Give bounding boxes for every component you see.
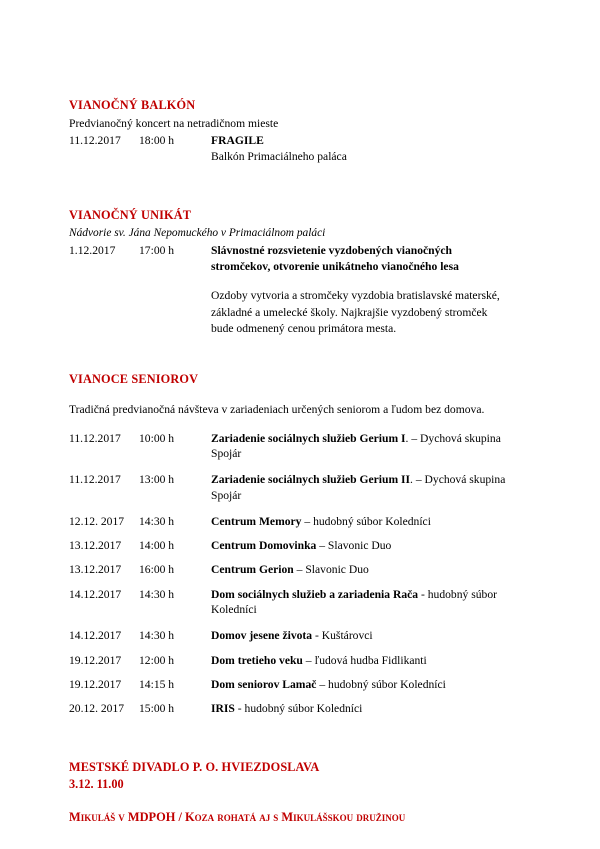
- event-description: [211, 431, 529, 462]
- event-performer: - hudobný súbor Koledníci: [211, 587, 497, 616]
- event-note-line-2: základné a umelecké školy. Najkrajšie vyzdobený stromček: [211, 305, 488, 319]
- table-row: [69, 472, 529, 503]
- event-performer: - hudobný súbor Koledníci: [234, 702, 363, 716]
- section-gap-2: [69, 338, 529, 372]
- event-performer: . – Dychová skupina Spojár: [211, 431, 501, 460]
- table-row: [69, 677, 529, 692]
- event-date: 19.12.2017: [69, 677, 122, 691]
- event-title: Dom seniorov Lamač: [211, 677, 317, 691]
- event-date: 13.12.2017: [69, 563, 122, 577]
- event-time: 16:00 h: [139, 563, 175, 577]
- event-time: 18:00 h: [139, 134, 175, 148]
- theatre-heading: MESTSKÉ DIVADLO P. O. HVIEZDOSLAVA: [69, 760, 320, 775]
- event-note-line-3: bude odmenený cenou primátora mesta.: [211, 322, 397, 336]
- event-description: [211, 472, 529, 503]
- table-row: [69, 628, 529, 643]
- note-indent-spacer: [69, 288, 211, 338]
- section-gap-1: [69, 164, 529, 208]
- event-title: Domov jesene života: [211, 629, 313, 643]
- table-row: [69, 514, 529, 529]
- document-content: [69, 98, 529, 825]
- event-date: 12.12. 2017: [69, 514, 125, 528]
- event-time: 10:00 h: [139, 431, 175, 445]
- event-title: [211, 243, 529, 274]
- event-venue: Balkón Primaciálneho paláca: [211, 149, 347, 163]
- event-performer: . – Dychová skupina Spojár: [211, 473, 506, 502]
- event-date: 11.12.2017: [69, 134, 121, 148]
- section-heading-balkon: VIANOČNÝ BALKÓN: [69, 98, 196, 112]
- event-description: [211, 701, 529, 716]
- event-row-fragile: [69, 133, 529, 148]
- event-date: 13.12.2017: [69, 539, 122, 553]
- event-performer: – hudobný súbor Koledníci: [316, 677, 446, 691]
- event-title: Dom tretieho veku: [211, 653, 303, 667]
- event-performer: – Slavonic Duo: [293, 563, 369, 577]
- section-heading-unikat: VIANOČNÝ UNIKÁT: [69, 208, 192, 223]
- event-description: [211, 514, 529, 529]
- event-time: 14:15 h: [139, 677, 175, 691]
- theatre-date-time: 3.12. 11.00: [69, 777, 124, 792]
- event-performer: – ľudová hudba Fidlikanti: [302, 653, 427, 667]
- event-title: Zariadenie sociálnych služieb Gerium I: [211, 431, 406, 445]
- event-description: [211, 538, 529, 553]
- event-row-rozsvietenie: [69, 243, 529, 274]
- theatre-show-title: Mikuláš v MDPOH / Koza rohatá aj s Mikulášskou družinou: [69, 809, 406, 824]
- table-row: [69, 653, 529, 668]
- event-title: Centrum Domovinka: [211, 539, 317, 553]
- event-performer: – hudobný súbor Koledníci: [301, 514, 431, 528]
- venue-indent-spacer: [69, 149, 211, 164]
- event-description: [211, 587, 529, 618]
- section-mestske-divadlo: [69, 759, 529, 825]
- table-row: [69, 587, 529, 618]
- event-date: 11.12.2017: [69, 473, 121, 487]
- event-time: 13:00 h: [139, 473, 175, 487]
- event-venue-line: [69, 149, 529, 164]
- event-time: 14:30 h: [139, 629, 175, 643]
- event-time: 14:30 h: [139, 514, 175, 528]
- event-description: [211, 653, 529, 668]
- event-title-line-2: stromčekov, otvorenie unikátneho vianočného lesa: [211, 259, 459, 273]
- event-note-block: [69, 288, 529, 338]
- event-title: Centrum Gerion: [211, 563, 294, 577]
- section-heading-seniorov: VIANOCE SENIOROV: [69, 372, 199, 387]
- section-subtitle-unikat: Nádvorie sv. Jána Nepomuckého v Primaciálnom paláci: [69, 227, 326, 240]
- theatre-gap: [69, 793, 529, 809]
- section-vianocny-unikat: [69, 208, 529, 338]
- event-time: 12:00 h: [139, 653, 175, 667]
- event-performer: – Slavonic Duo: [316, 539, 392, 553]
- event-description: [211, 677, 529, 692]
- event-date: 11.12.2017: [69, 431, 121, 445]
- event-note-line-1: Ozdoby vytvoria a stromčeky vyzdobia bratislavské materské,: [211, 288, 500, 302]
- event-title: Zariadenie sociálnych služieb Gerium II: [211, 473, 411, 487]
- event-title: Centrum Memory: [211, 514, 302, 528]
- section-vianocny-balkon: [69, 98, 529, 164]
- event-title: Dom sociálnych služieb a zariadenia Rača: [211, 587, 419, 601]
- event-date: 19.12.2017: [69, 653, 122, 667]
- event-date: 14.12.2017: [69, 587, 122, 601]
- event-time: 15:00 h: [139, 702, 175, 716]
- event-title: IRIS: [211, 702, 235, 716]
- event-note: [211, 288, 511, 338]
- event-date: 14.12.2017: [69, 629, 122, 643]
- event-title-line-1: Slávnostné rozsvietenie vyzdobených vianočných: [211, 244, 453, 258]
- section-subtitle-balkon: Predvianočný koncert na netradičnom mieste: [69, 117, 279, 131]
- event-performer: - Kuštárovci: [312, 629, 373, 643]
- event-time: 14:00 h: [139, 539, 175, 553]
- event-date: 20.12. 2017: [69, 702, 125, 716]
- section-vianoce-seniorov: [69, 372, 529, 716]
- event-title: FRAGILE: [211, 134, 264, 148]
- section-intro-seniorov: Tradičná predvianočná návšteva v zariadeniach určených seniorom a ľudom bez domova.: [69, 402, 485, 416]
- senior-events-list: [69, 431, 529, 717]
- event-description: [211, 562, 529, 577]
- table-row: [69, 538, 529, 553]
- event-time: 14:30 h: [139, 587, 175, 601]
- event-time: 17:00 h: [139, 244, 175, 258]
- section-gap-3: [69, 725, 529, 759]
- table-row: [69, 562, 529, 577]
- table-row: [69, 431, 529, 462]
- event-date: 1.12.2017: [69, 244, 116, 258]
- event-description: [211, 628, 529, 643]
- table-row: [69, 701, 529, 716]
